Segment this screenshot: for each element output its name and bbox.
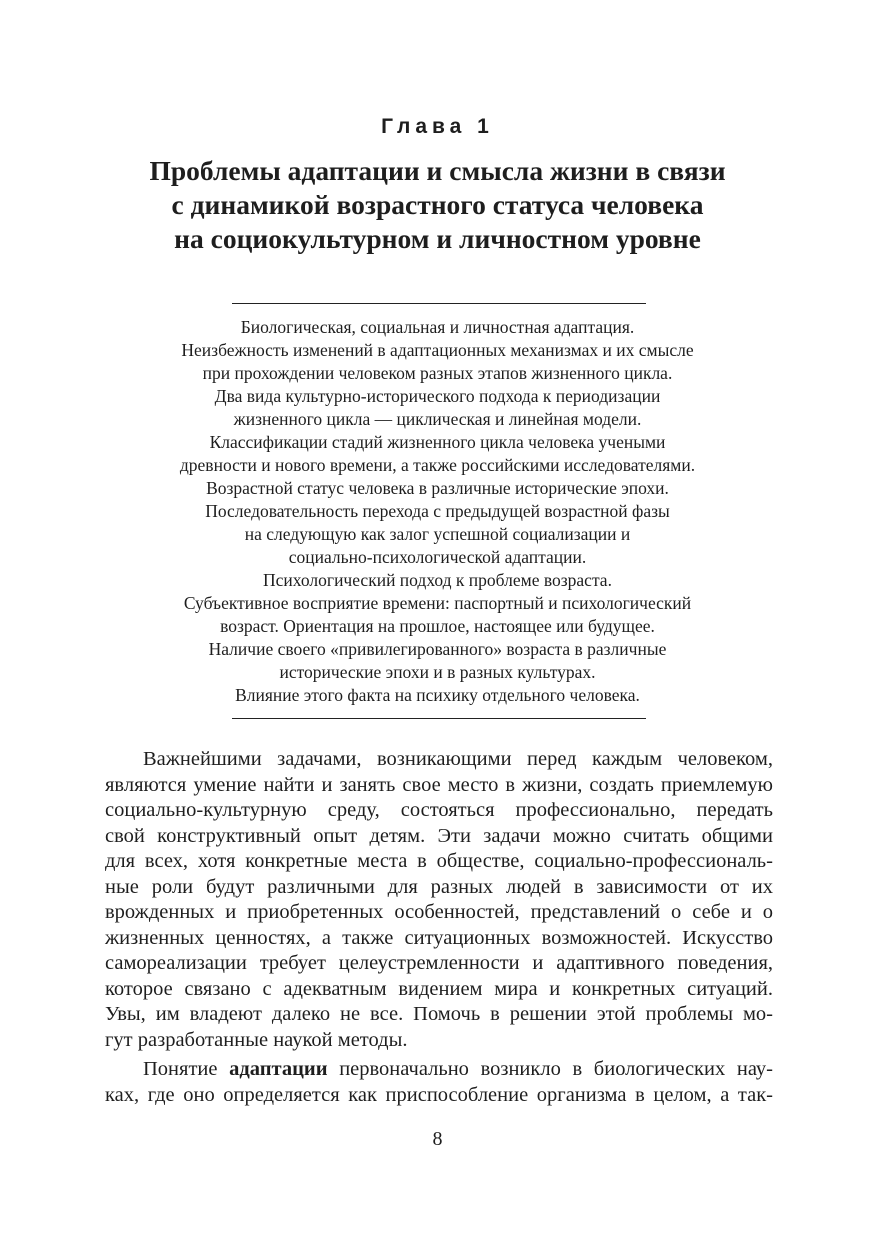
summary-line: социально-психологической адаптации. xyxy=(288,547,587,567)
summary-line: Последовательность перехода с предыдущей возрастной фазы xyxy=(205,501,670,521)
chapter-title xyxy=(60,154,815,256)
summary-line: Неизбежность изменений в адаптационных механизмах и их смысле xyxy=(181,340,694,360)
summary-bottom-divider xyxy=(232,718,646,719)
summary-line: на следующую как залог успешной социализации и xyxy=(244,524,631,544)
paragraph-line: жизненных ценностях, а также ситуационных возможностей. Искусство xyxy=(105,926,773,949)
paragraph-line: самореализации требует целеустремленности и адаптивного поведения, xyxy=(105,952,773,974)
body-text xyxy=(105,747,773,1108)
paragraph-text: первоначально возникло в биологических нау- xyxy=(339,1058,773,1080)
summary-line: Влияние этого факта на психику отдельного человека. xyxy=(235,685,640,705)
paragraph-line: врожденных и приобретенных особенностей, представлений о себе и о xyxy=(105,901,773,923)
chapter-title-line: Проблемы адаптации и смысла жизни в связи xyxy=(149,155,726,186)
summary-line: древности и нового времени, а также российскими исследователями. xyxy=(179,455,696,475)
summary-line: Биологическая, социальная и личностная адаптация. xyxy=(240,317,635,337)
paragraph-line: гут разработанные наукой методы. xyxy=(105,1028,408,1051)
term-adaptation: адаптации xyxy=(229,1058,328,1080)
summary-line: возраст. Ориентация на прошлое, настоящее или будущее. xyxy=(220,616,655,636)
chapter-label: Глава 1 xyxy=(381,115,494,138)
paragraph-line: для всех, хотя конкретные места в обществе, социально-профессиональ- xyxy=(105,850,773,872)
summary-top-divider xyxy=(232,303,646,304)
paragraph-2 xyxy=(105,1057,773,1108)
chapter-title-line: с динамикой возрастного статуса человека xyxy=(171,189,704,220)
paragraph-line: ках, где оно определяется как приспособление организма в целом, а так- xyxy=(105,1083,773,1106)
paragraph-text: Понятие xyxy=(143,1058,218,1080)
chapter-title-line: на социокультурном и личностном уровне xyxy=(174,223,701,254)
paragraph-line: являются умение найти и занять свое место в жизни, создать приемлемую xyxy=(105,773,773,796)
chapter-summary xyxy=(100,316,775,707)
paragraph-line: Увы, им владеют далеко не все. Помочь в решении этой проблемы мо- xyxy=(105,1003,773,1025)
summary-line: Субъективное восприятие времени: паспортный и психологический xyxy=(183,593,692,613)
paragraph-line: ные роли будут различными для разных людей в зависимости от их xyxy=(105,875,773,898)
page-number: 8 xyxy=(432,1128,443,1150)
summary-line: Возрастной статус человека в различные исторические эпохи. xyxy=(206,478,669,498)
summary-line: Два вида культурно-исторического подхода к периодизации xyxy=(214,386,661,406)
summary-line: жизненного цикла — циклическая и линейная модели. xyxy=(233,409,642,429)
paragraph-line: Важнейшими задачами, возникающими перед каждым человеком, xyxy=(143,748,773,770)
summary-line: Классификации стадий жизненного цикла человека учеными xyxy=(209,432,666,452)
paragraph-line: свой конструктивный опыт детям. Эти задачи можно считать общими xyxy=(105,824,773,847)
paragraph-1 xyxy=(105,747,773,1053)
summary-line: Наличие своего «привилегированного» возраста в различные xyxy=(208,639,667,659)
summary-line: исторические эпохи и в разных культурах. xyxy=(279,662,596,682)
paragraph-line: которое связано с адекватным видением мира и конкретных ситуаций. xyxy=(105,977,773,1000)
summary-line: при прохождении человеком разных этапов жизненного цикла. xyxy=(202,363,673,383)
paragraph-line xyxy=(105,1057,773,1083)
paragraph-line: социально-культурную среду, состояться профессионально, передать xyxy=(105,799,773,821)
summary-line: Психологический подход к проблеме возраста. xyxy=(263,570,612,590)
